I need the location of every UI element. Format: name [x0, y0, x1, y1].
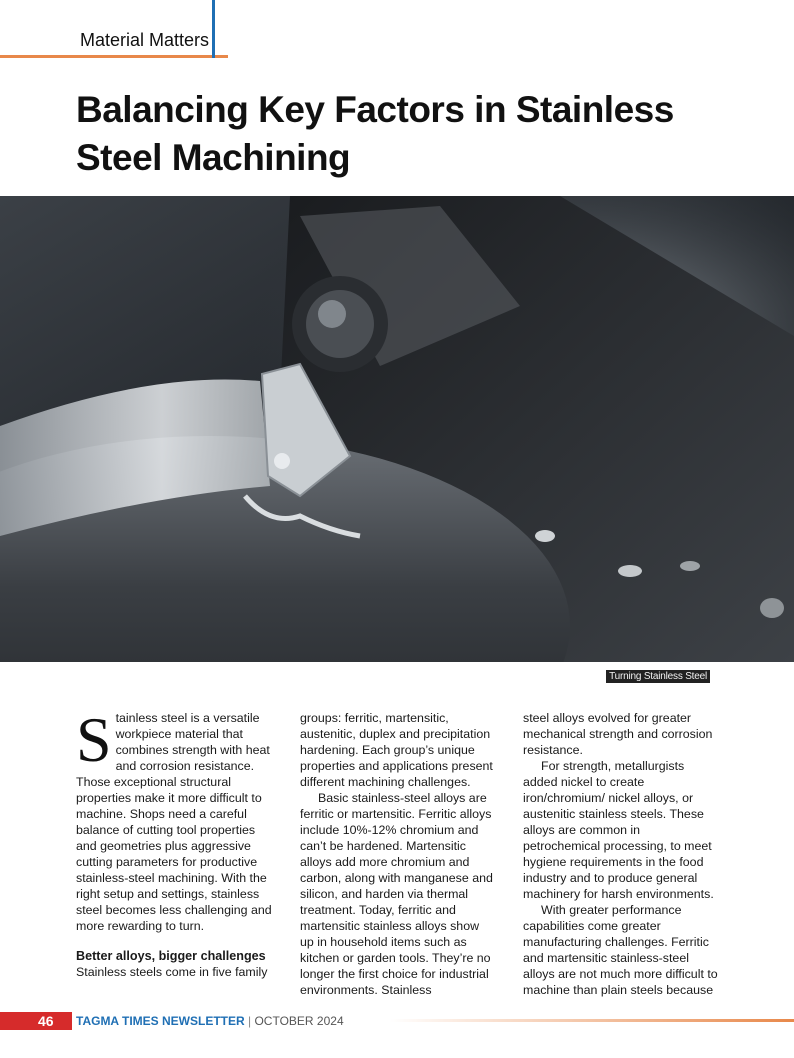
- subheading: Better alloys, bigger challenges: [76, 949, 266, 963]
- footer-credit: [76, 1014, 344, 1028]
- article-column-3: [523, 710, 719, 998]
- paragraph: Basic stainless-steel alloys are ferritic or martensitic. Ferritic alloys include 10%-12% chromium and can’t be hardened. Martensitic alloys add more chromium and carbon, along with manganese and silicon, and harden via thermal treatment. Today, ferritic and martensitic stainless alloys show up in household items such as kitchen or garden tools. They’re no longer the first choice for industrial environments. Stainless: [300, 791, 493, 997]
- paragraph: Stainless steels come in five family: [76, 965, 268, 979]
- intro-text: tainless steel is a versatile workpiece material that combines strength with heat and corrosion resistance. Those exceptional structural properties make it more difficult to machine. Shops need a careful balance of cutting tool properties and geometries plus aggressive cutting parameters for productive stainless-steel machining. With the right setup and settings, stainless steel becomes less challenging and more rewarding to turn.: [76, 711, 272, 933]
- article-title: Balancing Key Factors in Stainless Steel Machining: [76, 89, 674, 178]
- page-number: 46: [38, 1013, 54, 1029]
- footer-rule: [390, 1019, 794, 1022]
- section-label: Material Matters: [80, 30, 210, 50]
- footer-separator: |: [248, 1014, 252, 1028]
- article-column-1: [76, 704, 272, 980]
- article-column-2: [300, 710, 496, 998]
- paragraph: With greater performance capabilities come greater manufacturing challenges. Ferritic and martensitic stainless-steel alloys are not much more difficult to machine than plain steels because: [523, 903, 718, 997]
- section-rule: [0, 55, 228, 58]
- photo-caption: Turning Stainless Steel: [606, 670, 710, 683]
- hero-photo: [0, 196, 794, 662]
- issue-date: OCTOBER 2024: [254, 1014, 344, 1028]
- section-accent-bar: [212, 0, 215, 58]
- drop-cap: S: [76, 704, 112, 775]
- page-number-tab: [0, 1012, 72, 1030]
- intro-paragraph: [76, 704, 272, 934]
- publication-name: TAGMA TIMES NEWSLETTER: [76, 1014, 245, 1028]
- paragraph: groups: ferritic, martensitic, austenitic, duplex and precipitation hardening. Each group’s unique properties and applications present different machining challenges.: [300, 711, 493, 789]
- paragraph: steel alloys evolved for greater mechanical strength and corrosion resistance.: [523, 711, 713, 757]
- paragraph: For strength, metallurgists added nickel to create iron/chromium/ nickel alloys, or austenitic stainless steels. These alloys are common in petrochemical processing, to meet hygiene requirements in the food industry and to produce general machinery for harsh environments.: [523, 759, 714, 901]
